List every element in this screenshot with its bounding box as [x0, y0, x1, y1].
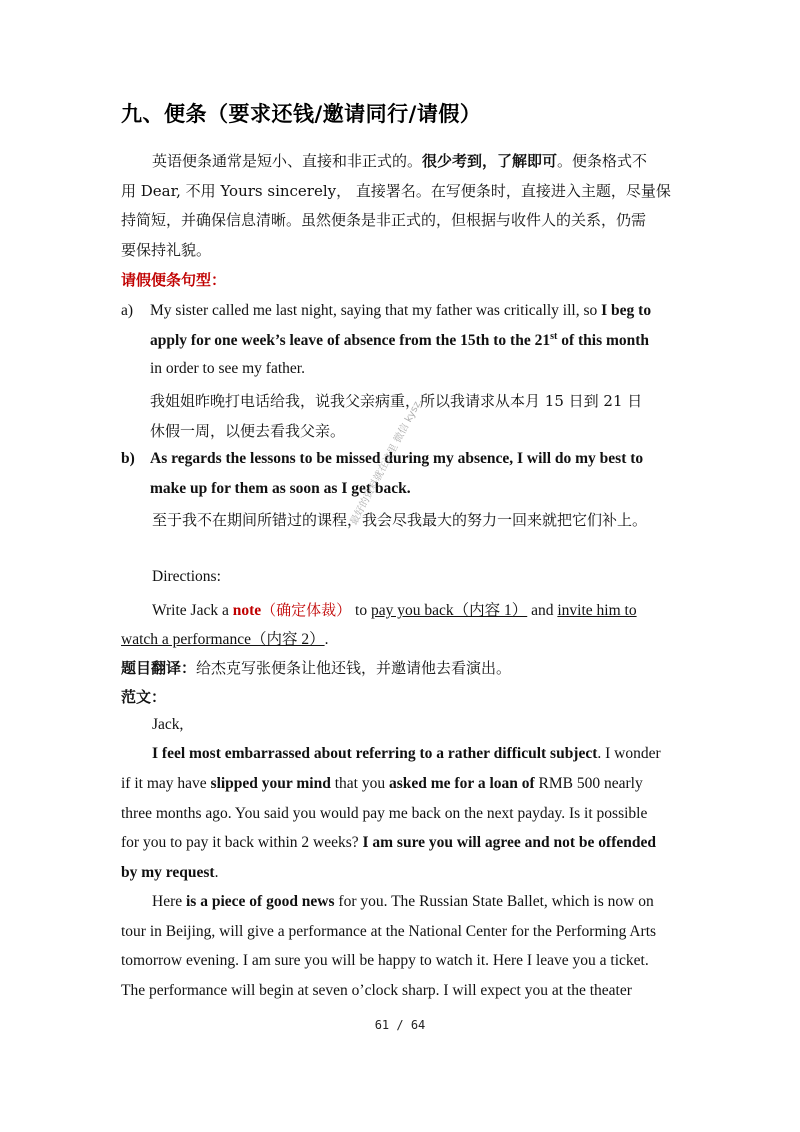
item-b-label: b) — [121, 450, 135, 467]
directions-line-2: watch a performance（内容 2）. — [121, 631, 329, 648]
sample-salutation: Jack, — [152, 716, 184, 733]
sample-p1-line-1: I feel most embarrassed about referring to a rather difficult subject. I wonder — [152, 745, 661, 762]
page-number: 61 / 64 — [374, 1018, 426, 1032]
intro-line-1 — [152, 150, 647, 171]
item-b-translation: 至于我不在期间所错过的课程，我会尽我最大的努力一回来就把它们补上。 — [152, 511, 648, 529]
section-title: 九、便条（要求还钱/邀请同行/请假） — [121, 102, 482, 126]
sample-p1-line-4: for you to pay it back within 2 weeks? I am sure you will agree and not be offended — [121, 834, 656, 851]
intro-line-2: 用 Dear, 不用 Yours sincerely， 直接署名。在写便条时，直接进入主题，尽量保 — [121, 182, 671, 200]
item-a-label: a) — [121, 302, 134, 319]
sample-p1-line-5: by my request. — [121, 864, 219, 881]
item-a-line-1: My sister called me last night, saying that my father was critically ill, so I beg to — [150, 302, 652, 319]
sample-p2-line-1: Here is a piece of good news for you. The Russian State Ballet, which is now on — [152, 893, 654, 910]
sample-label: 范文： — [121, 688, 167, 706]
topic-translation: 题目翻译：给杰克写张便条让他还钱，并邀请他去看演出。 — [121, 659, 512, 677]
leave-note-heading: 请假便条句型： — [121, 271, 227, 289]
item-a-translation-1: 我姐姐昨晚打电话给我，说我父亲病重，所以我请求从本月 15 日到 21 日 — [150, 392, 643, 410]
item-a-line-2: apply for one week’s leave of absence from the 15th to the 21st of this month — [150, 331, 650, 350]
intro-emphasis: 很少考到，了解即可 — [422, 152, 558, 170]
intro-text-tail: 。便条格式不 — [557, 152, 648, 170]
item-b-line-1: As regards the lessons to be missed during my absence, I will do my best to — [150, 450, 644, 467]
watermark: 最好的资料就在这里 微信 kysz... — [348, 391, 428, 528]
directions-line-1: Write Jack a note（确定体裁） to pay you back（内容 1） and invite him to — [152, 601, 637, 619]
sample-p1-line-3: three months ago. You said you would pay me back on the next payday. Is it possible — [121, 805, 648, 822]
sample-p2-line-2: tour in Beijing, will give a performance at the National Center for the Performing Arts — [121, 923, 657, 940]
item-a-translation-2: 休假一周，以便去看我父亲。 — [150, 422, 346, 440]
sample-p1-line-2: if it may have slipped your mind that you asked me for a loan of RMB 500 nearly — [121, 775, 643, 792]
item-a-line-3: in order to see my father. — [150, 360, 305, 377]
intro-line-4: 要保持礼貌。 — [121, 241, 212, 259]
intro-text: 英语便条通常是短小、直接和非正式的。 — [152, 152, 423, 170]
directions-label: Directions: — [152, 568, 221, 585]
sample-p2-line-3: tomorrow evening. I am sure you will be happy to watch it. Here I leave you a ticket. — [121, 952, 649, 969]
intro-line-3: 持简短，并确保信息清晰。虽然便条是非正式的，但根据与收件人的关系，仍需 — [121, 211, 647, 229]
item-b-line-2: make up for them as soon as I get back. — [150, 480, 411, 497]
sample-p2-line-4: The performance will begin at seven o’clock sharp. I will expect you at the theater — [121, 982, 632, 999]
